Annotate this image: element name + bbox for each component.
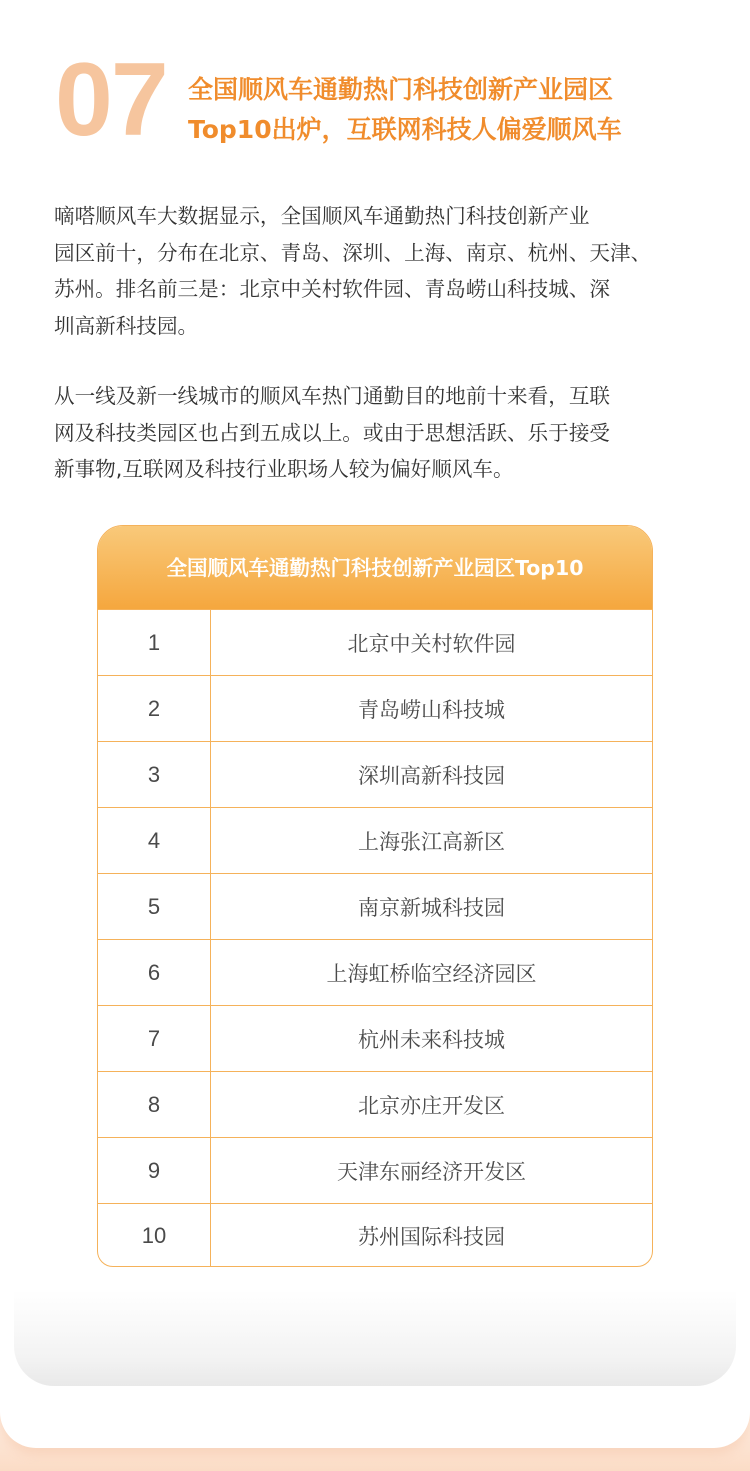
rank-cell: 3 bbox=[98, 742, 211, 807]
rank-cell: 9 bbox=[98, 1138, 211, 1203]
rank-cell: 5 bbox=[98, 874, 211, 939]
section-number: 07 bbox=[55, 42, 167, 158]
paragraph-2-line: 新事物,互联网及科技行业职场人较为偏好顺风车。 bbox=[54, 457, 514, 481]
park-name-cell: 天津东丽经济开发区 bbox=[337, 1159, 526, 1184]
paragraph-1-line: 苏州。排名前三是：北京中关村软件园、青岛崂山科技城、深 bbox=[54, 277, 611, 301]
headline-line-2: Top10出炉，互联网科技人偏爱顺风车 bbox=[188, 115, 622, 144]
table-row bbox=[98, 1138, 652, 1204]
park-name-cell: 北京中关村软件园 bbox=[347, 631, 516, 656]
table-row bbox=[98, 1072, 652, 1138]
table-row bbox=[98, 874, 652, 940]
paragraph-1-line: 圳高新科技园。 bbox=[54, 313, 199, 338]
paragraph-2-line: 从一线及新一线城市的顺风车热门通勤目的地前十来看，互联 bbox=[54, 384, 611, 408]
rank-cell: 6 bbox=[98, 940, 211, 1005]
paragraph-1 bbox=[54, 198, 704, 344]
rank-cell: 7 bbox=[98, 1006, 211, 1071]
rank-cell: 2 bbox=[98, 676, 211, 741]
top10-table bbox=[97, 525, 653, 1267]
park-name-cell: 杭州未来科技城 bbox=[358, 1027, 505, 1052]
table-title: 全国顺风车通勤热门科技创新产业园区Top10 bbox=[98, 526, 652, 610]
paragraph-1-line: 嘀嗒顺风车大数据显示，全国顺风车通勤热门科技创新产业 bbox=[54, 204, 590, 228]
rank-cell: 8 bbox=[98, 1072, 211, 1137]
headline-line-1: 全国顺风车通勤热门科技创新产业园区 bbox=[188, 75, 614, 104]
table-row bbox=[98, 808, 652, 874]
rank-cell: 1 bbox=[98, 610, 211, 675]
table-row bbox=[98, 940, 652, 1006]
table-row bbox=[98, 610, 652, 676]
park-name-cell: 上海张江高新区 bbox=[358, 829, 505, 854]
table-row bbox=[98, 676, 652, 742]
paragraph-2 bbox=[54, 378, 704, 488]
section-headline bbox=[188, 70, 728, 150]
park-name-cell: 南京新城科技园 bbox=[358, 895, 505, 920]
park-name-cell: 深圳高新科技园 bbox=[358, 763, 505, 788]
table-row bbox=[98, 1006, 652, 1072]
park-name-cell: 北京亦庄开发区 bbox=[358, 1093, 505, 1118]
paragraph-2-line: 网及科技类园区也占到五成以上。或由于思想活跃、乐于接受 bbox=[54, 420, 611, 445]
table-row bbox=[98, 1204, 652, 1267]
rank-cell: 10 bbox=[98, 1204, 211, 1267]
rank-cell: 4 bbox=[98, 808, 211, 873]
park-name-cell: 上海虹桥临空经济园区 bbox=[326, 961, 537, 986]
park-name-cell: 青岛崂山科技城 bbox=[358, 697, 505, 722]
paragraph-1-line: 园区前十，分布在北京、青岛、深圳、上海、南京、杭州、天津、 bbox=[54, 240, 652, 265]
table-row bbox=[98, 742, 652, 808]
card-bottom-shade bbox=[14, 1290, 736, 1386]
park-name-cell: 苏州国际科技园 bbox=[358, 1225, 505, 1249]
